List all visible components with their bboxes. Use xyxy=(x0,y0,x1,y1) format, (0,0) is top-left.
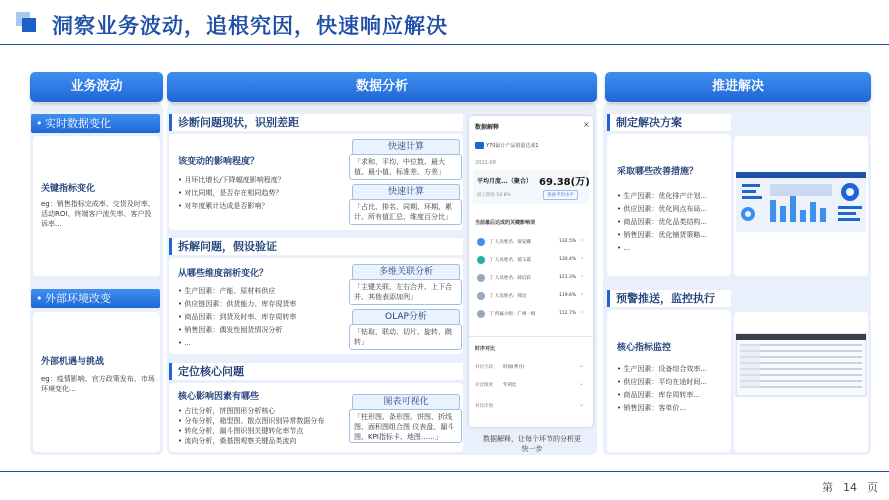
chart-icon xyxy=(475,142,484,149)
person-icon xyxy=(477,292,485,300)
right-s1-bullet: • 商品因素：优化品类结构... xyxy=(617,218,708,226)
chevron-down-icon: ⌄ xyxy=(579,380,585,387)
logo-front-square xyxy=(22,18,36,32)
left-card2-title: 外部机遇与挑战 xyxy=(41,357,105,367)
field2-label: 对比维度 xyxy=(475,383,493,388)
chevron-right-icon: › xyxy=(581,291,584,298)
tag-olap-title: OLAP分析 xyxy=(352,309,460,325)
page-suffix: 页 xyxy=(867,481,878,494)
list-item[interactable] xyxy=(473,270,589,286)
list-item[interactable] xyxy=(473,252,589,268)
report-thumbnail-2 xyxy=(734,312,868,452)
average-button[interactable]: 查看平均水平 xyxy=(543,190,578,200)
right-s2-bullet: • 生产因素：设备综合效率... xyxy=(617,365,708,373)
panel-date: 2022-08 xyxy=(475,160,496,166)
row-name: 丁 人员姓名：韩启彩 xyxy=(489,276,531,281)
left-card-key-metrics xyxy=(33,136,160,276)
influence-list xyxy=(473,230,589,326)
row-value: 119.6% xyxy=(559,293,577,298)
page-number xyxy=(822,479,888,495)
mid-s2-bullet: • 销售因素：偶发性囤货情况分析 xyxy=(178,326,283,334)
panel-subtitle: Y70最计产品销量达成1 xyxy=(486,143,539,149)
mid-s1-bullet: • 对年度累计达成是否影响？ xyxy=(178,202,269,210)
row-value: 112.7% xyxy=(559,311,577,316)
mid-s2-bullet: • 商品因素：到货及时率、库存周转率 xyxy=(178,313,297,321)
tag-olap-body: 「钻取、联动、切片、旋转、跳转」 xyxy=(349,324,462,350)
chevron-down-icon: ⌄ xyxy=(579,362,585,369)
compare-title: 时序对比 xyxy=(475,346,496,352)
list-item[interactable] xyxy=(473,234,589,250)
person-icon xyxy=(477,256,485,264)
right-s1-bullet: • 生产因素：优化排产计划... xyxy=(617,192,708,200)
left-section-realtime-change: • 实时数据变化 xyxy=(31,114,160,133)
row-name: 丁 人员姓名：郝玉霞 xyxy=(489,258,531,263)
row-value: 130.4% xyxy=(559,257,577,262)
metric-value: 69.38(万) xyxy=(539,177,590,188)
tag-visualization-body: 「柱形图、条形图、饼图、折线图、面积图组合图 仪表盘、漏斗图、KPI指标卡、地图……」 xyxy=(349,409,462,443)
chevron-right-icon: › xyxy=(581,273,584,280)
mid-section-diagnose: 诊断问题现状，识别差距 xyxy=(169,114,463,131)
chevron-right-icon: › xyxy=(581,237,584,244)
tag-quick-calc-1-body: 「求和、平均、中位数、最大值、最小值、标准差、方差」 xyxy=(349,154,462,180)
list-item[interactable] xyxy=(473,306,589,322)
mid-s3-question: 核心影响因素有哪些 xyxy=(178,392,260,402)
mid-s3-bullet: • 流向分析，桑基图观察关键品类流向 xyxy=(178,437,297,445)
mid-s3-bullet: • 占比分析，饼图图形分析核心 xyxy=(178,407,276,415)
chevron-right-icon: › xyxy=(581,309,584,316)
right-section-solution: 制定解决方案 xyxy=(607,114,731,131)
field1-label: 对比字段 xyxy=(475,365,493,370)
data-explain-panel xyxy=(469,116,593,427)
row-value: 132.5% xyxy=(559,239,577,244)
top-divider xyxy=(0,44,889,45)
mid-s3-bullet: • 转化分析，漏斗图识别关键转化率节点 xyxy=(178,427,304,435)
tag-multidim-body: 「主键关联、左右合并、上下合并、其他表添加列」 xyxy=(349,279,462,305)
page-number-value: 14 xyxy=(843,481,857,494)
right-s1-bullet: • 销售因素：优化铺货策略... xyxy=(617,231,708,239)
field1-value[interactable]: 时间(季月) xyxy=(503,365,525,370)
page-title: 洞察业务波动，追根究因，快速响应解决 xyxy=(52,14,448,38)
influence-list-title: 当前最后达成的关键影响项 xyxy=(475,220,536,226)
right-s1-question: 采取哪些改善措施？ xyxy=(617,167,699,177)
right-card-solution xyxy=(607,134,731,276)
dashboard-thumbnail-1 xyxy=(734,136,868,276)
left-card-text: eg：销售指标完成率、交货及时率、活动ROI、终端客户流失率、客户投诉率... xyxy=(41,200,155,228)
right-s2-bullet: • 商品因素：库存周转率... xyxy=(617,391,701,399)
mid-s2-bullet: • ... xyxy=(178,339,192,347)
panel-caption: 数据解释，让每个环节的分析更快一步 xyxy=(483,435,581,453)
page-prefix: 第 xyxy=(822,481,833,494)
field3-label: 对比详情 xyxy=(475,404,493,409)
right-s2-question: 核心指标监控 xyxy=(617,343,672,353)
tag-visualization-title: 图表可视化 xyxy=(352,394,460,410)
row-name: 丁 人员姓名：郝安娜 xyxy=(489,240,531,245)
column-header-resolution: 推进解决 xyxy=(605,72,871,102)
tag-quick-calc-2-title: 快速计算 xyxy=(352,184,460,200)
panel-divider xyxy=(469,336,593,337)
row-value: 121.3% xyxy=(559,275,577,280)
tag-quick-calc-1-title: 快速计算 xyxy=(352,139,460,155)
metric-label: 平均月度...（聚合） xyxy=(477,178,532,185)
right-section-alert: 预警推送，监控执行 xyxy=(607,290,731,307)
group-icon xyxy=(477,310,485,318)
chevron-down-icon: ⌄ xyxy=(579,401,585,408)
left-section-external-change: • 外部环境改变 xyxy=(31,289,160,308)
right-s2-bullet: • 供应因素：平均在途时间... xyxy=(617,378,708,386)
left-card-external xyxy=(33,312,160,452)
close-icon[interactable]: × xyxy=(583,120,590,129)
mid-s2-bullet: • 供应链因素：供货能力、库存现货率 xyxy=(178,300,297,308)
mid-s1-question: 该变动的影响程度？ xyxy=(178,157,260,167)
person-icon xyxy=(477,274,485,282)
metric-note: 较上期值 54.8% xyxy=(477,193,511,198)
mid-s3-bullet: • 分布分析，箱型图、散点图识别异常数据分布 xyxy=(178,417,325,425)
mid-s1-bullet: • 对比同期，是否存在相同趋势？ xyxy=(178,189,283,197)
row-name: 丁 所属小组：广州一组 xyxy=(489,312,536,317)
mid-s2-question: 从哪些维度剖析变化？ xyxy=(178,269,269,279)
mid-s1-bullet: • 月环比增长/下降幅度影响程度？ xyxy=(178,176,285,184)
mid-section-decompose: 拆解问题，假设验证 xyxy=(169,238,463,255)
right-s2-bullet: • 销售因素：客单价... xyxy=(617,404,687,412)
list-item[interactable] xyxy=(473,288,589,304)
person-icon xyxy=(477,238,485,246)
right-card-alert xyxy=(607,310,731,452)
metric-box xyxy=(473,170,589,204)
right-s1-bullet: • 供应因素：优化网点布局... xyxy=(617,205,708,213)
mid-section-locate: 定位核心问题 xyxy=(169,363,463,380)
tag-multidim-title: 多维关联分析 xyxy=(352,264,460,280)
field2-value[interactable]: 年初比 xyxy=(503,383,517,388)
chevron-right-icon: › xyxy=(581,255,584,262)
right-thumbnail-card-2 xyxy=(734,312,868,452)
left-card-title: 关键指标变化 xyxy=(41,184,96,194)
column-header-data-analysis: 数据分析 xyxy=(167,72,597,102)
right-thumbnail-card-1 xyxy=(734,136,868,276)
panel-header: 数据解释 xyxy=(475,124,500,131)
right-s1-bullet: • ... xyxy=(617,244,631,252)
mid-s2-bullet: • 生产因素：产能、原材料供应 xyxy=(178,287,276,295)
left-card2-text: eg：疫情影响、官方政策发布、市场环境变化... xyxy=(41,375,155,393)
bottom-divider xyxy=(0,471,889,472)
tag-quick-calc-2-body: 「占比、排名、同期、环期、累计、所有值汇总、维度百分比」 xyxy=(349,199,462,225)
column-header-business-fluctuation: 业务波动 xyxy=(30,72,163,102)
row-name: 丁 人员姓名：韩昌 xyxy=(489,294,527,299)
